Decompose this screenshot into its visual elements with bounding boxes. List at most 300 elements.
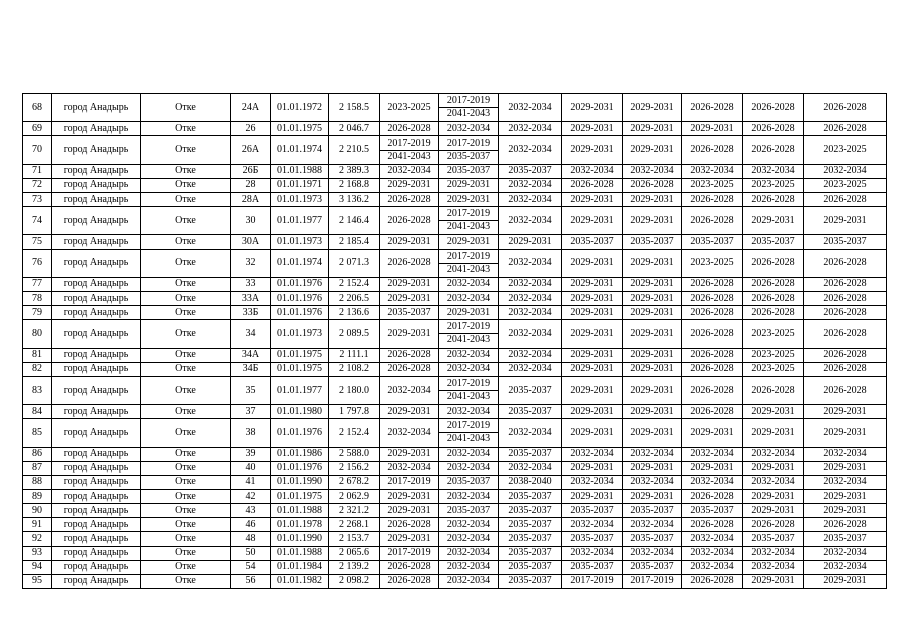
- city-cell: город Анадырь: [52, 94, 141, 122]
- commission-date-cell: 01.01.1986: [271, 447, 329, 461]
- table-row: [23, 207, 887, 235]
- period-cell: 2035-2037: [562, 532, 623, 546]
- period-cell: 2029-2031: [380, 292, 439, 306]
- area-cell: 2 046.7: [329, 122, 380, 136]
- area-cell: 1 797.8: [329, 405, 380, 419]
- period-cell: 2026-2028: [682, 518, 743, 532]
- period-cell: 2026-2028: [804, 292, 887, 306]
- period-cell: 2032-2034: [682, 546, 743, 560]
- row-number-cell: 82: [23, 362, 52, 376]
- row-number-cell: 94: [23, 560, 52, 574]
- period-cell: 2026-2028: [682, 348, 743, 362]
- area-cell: 2 098.2: [329, 574, 380, 588]
- period-cell: 2017-2019: [380, 475, 439, 489]
- period-cell: 2026-2028: [743, 94, 804, 122]
- period-part: 2017-2019: [446, 95, 491, 107]
- period-cell: 2029-2031: [623, 490, 682, 504]
- row-number-cell: 88: [23, 475, 52, 489]
- period-cell: 2032-2034: [439, 447, 499, 461]
- period-cell: 2035-2037: [499, 490, 562, 504]
- period-cell: 2035-2037: [804, 235, 887, 249]
- period-cell: [439, 136, 499, 164]
- area-cell: 2 146.4: [329, 207, 380, 235]
- period-cell: 2032-2034: [743, 475, 804, 489]
- row-number-cell: 69: [23, 122, 52, 136]
- street-cell: Отке: [141, 178, 231, 192]
- city-cell: город Анадырь: [52, 164, 141, 178]
- area-cell: 2 071.3: [329, 249, 380, 277]
- commission-date-cell: 01.01.1988: [271, 504, 329, 518]
- period-cell: 2029-2031: [623, 376, 682, 404]
- period-cell: 2029-2031: [743, 504, 804, 518]
- period-cell: 2035-2037: [623, 560, 682, 574]
- period-cell: 2029-2031: [743, 461, 804, 475]
- commission-date-cell: 01.01.1972: [271, 94, 329, 122]
- house-number-cell: 39: [231, 447, 271, 461]
- commission-date-cell: 01.01.1990: [271, 475, 329, 489]
- city-cell: город Анадырь: [52, 320, 141, 348]
- period-part: 2035-2037: [439, 150, 498, 163]
- street-cell: Отке: [141, 574, 231, 588]
- table-body: [23, 94, 887, 589]
- table-row: [23, 461, 887, 475]
- commission-date-cell: 01.01.1984: [271, 560, 329, 574]
- area-cell: 2 389.3: [329, 164, 380, 178]
- area-cell: 2 152.4: [329, 277, 380, 291]
- period-cell: 2026-2028: [743, 193, 804, 207]
- city-cell: город Анадырь: [52, 306, 141, 320]
- period-cell: 2029-2031: [804, 461, 887, 475]
- period-cell: 2032-2034: [439, 574, 499, 588]
- period-cell: 2029-2031: [623, 419, 682, 447]
- street-cell: Отке: [141, 249, 231, 277]
- city-cell: город Анадырь: [52, 376, 141, 404]
- area-cell: 2 185.4: [329, 235, 380, 249]
- period-cell: 2026-2028: [380, 122, 439, 136]
- area-cell: 2 153.7: [329, 532, 380, 546]
- commission-date-cell: 01.01.1973: [271, 235, 329, 249]
- period-cell: 2026-2028: [682, 405, 743, 419]
- street-cell: Отке: [141, 461, 231, 475]
- period-cell: 2032-2034: [804, 164, 887, 178]
- period-cell: 2032-2034: [562, 518, 623, 532]
- period-cell: 2029-2031: [562, 94, 623, 122]
- commission-date-cell: 01.01.1974: [271, 136, 329, 164]
- house-number-cell: 30: [231, 207, 271, 235]
- commission-date-cell: 01.01.1976: [271, 292, 329, 306]
- table-row: [23, 405, 887, 419]
- table-row: [23, 447, 887, 461]
- period-cell: 2029-2031: [804, 504, 887, 518]
- period-cell: 2035-2037: [682, 504, 743, 518]
- period-cell: 2032-2034: [499, 122, 562, 136]
- area-cell: 2 139.2: [329, 560, 380, 574]
- period-cell: 2029-2031: [623, 292, 682, 306]
- house-number-cell: 28А: [231, 193, 271, 207]
- table-row: [23, 306, 887, 320]
- period-cell: 2032-2034: [499, 94, 562, 122]
- period-cell: 2035-2037: [623, 235, 682, 249]
- period-cell: 2026-2028: [682, 362, 743, 376]
- period-cell: 2029-2031: [380, 532, 439, 546]
- table-row: [23, 419, 887, 447]
- house-number-cell: 37: [231, 405, 271, 419]
- period-cell: 2026-2028: [743, 249, 804, 277]
- period-cell: 2032-2034: [743, 546, 804, 560]
- street-cell: Отке: [141, 348, 231, 362]
- city-cell: город Анадырь: [52, 348, 141, 362]
- area-cell: 2 168.8: [329, 178, 380, 192]
- commission-date-cell: 01.01.1977: [271, 376, 329, 404]
- house-number-cell: 24А: [231, 94, 271, 122]
- period-cell: 2032-2034: [682, 532, 743, 546]
- period-cell: 2023-2025: [743, 178, 804, 192]
- commission-date-cell: 01.01.1980: [271, 405, 329, 419]
- period-cell: 2029-2031: [623, 277, 682, 291]
- city-cell: город Анадырь: [52, 490, 141, 504]
- street-cell: Отке: [141, 94, 231, 122]
- table-row: [23, 532, 887, 546]
- period-cell: 2029-2031: [439, 306, 499, 320]
- period-cell: 2029-2031: [562, 405, 623, 419]
- house-number-cell: 33Б: [231, 306, 271, 320]
- street-cell: Отке: [141, 532, 231, 546]
- period-cell: [439, 419, 499, 447]
- city-cell: город Анадырь: [52, 518, 141, 532]
- street-cell: Отке: [141, 122, 231, 136]
- period-cell: 2035-2037: [439, 475, 499, 489]
- period-part: 2041-2043: [439, 263, 498, 276]
- period-cell: 2029-2031: [623, 122, 682, 136]
- street-cell: Отке: [141, 292, 231, 306]
- period-cell: 2029-2031: [562, 419, 623, 447]
- street-cell: Отке: [141, 193, 231, 207]
- period-cell: 2035-2037: [743, 235, 804, 249]
- area-cell: 2 089.5: [329, 320, 380, 348]
- period-cell: 2029-2031: [623, 94, 682, 122]
- period-cell: 2026-2028: [743, 136, 804, 164]
- period-cell: 2029-2031: [380, 490, 439, 504]
- period-part: 2041-2043: [439, 333, 498, 346]
- house-number-cell: 54: [231, 560, 271, 574]
- period-part: 2041-2043: [380, 150, 438, 163]
- street-cell: Отке: [141, 376, 231, 404]
- period-cell: 2029-2031: [380, 504, 439, 518]
- period-cell: 2026-2028: [380, 193, 439, 207]
- table-row: [23, 94, 887, 122]
- period-cell: 2029-2031: [380, 235, 439, 249]
- house-number-cell: 35: [231, 376, 271, 404]
- table-row: [23, 235, 887, 249]
- city-cell: город Анадырь: [52, 475, 141, 489]
- period-cell: 2032-2034: [562, 447, 623, 461]
- period-cell: 2026-2028: [380, 518, 439, 532]
- period-cell: 2032-2034: [439, 405, 499, 419]
- period-cell: 2029-2031: [562, 207, 623, 235]
- period-cell: 2032-2034: [804, 447, 887, 461]
- period-cell: 2023-2025: [804, 178, 887, 192]
- period-cell: 2029-2031: [439, 193, 499, 207]
- city-cell: город Анадырь: [52, 136, 141, 164]
- period-cell: 2029-2031: [562, 320, 623, 348]
- period-cell: 2026-2028: [804, 249, 887, 277]
- period-cell: 2029-2031: [623, 249, 682, 277]
- period-part: 2041-2043: [439, 220, 498, 233]
- period-cell: 2035-2037: [499, 532, 562, 546]
- table-row: [23, 193, 887, 207]
- period-cell: 2023-2025: [743, 348, 804, 362]
- period-cell: 2026-2028: [743, 122, 804, 136]
- period-cell: 2032-2034: [380, 419, 439, 447]
- period-cell: 2029-2031: [380, 320, 439, 348]
- area-cell: 2 321.2: [329, 504, 380, 518]
- city-cell: город Анадырь: [52, 461, 141, 475]
- row-number-cell: 87: [23, 461, 52, 475]
- city-cell: город Анадырь: [52, 249, 141, 277]
- period-cell: 2029-2031: [562, 193, 623, 207]
- period-cell: 2029-2031: [804, 405, 887, 419]
- row-number-cell: 70: [23, 136, 52, 164]
- period-cell: 2038-2040: [499, 475, 562, 489]
- period-cell: 2032-2034: [439, 292, 499, 306]
- period-part: 2041-2043: [439, 390, 498, 403]
- period-cell: 2026-2028: [380, 207, 439, 235]
- commission-date-cell: 01.01.1988: [271, 164, 329, 178]
- period-cell: 2026-2028: [804, 193, 887, 207]
- period-cell: 2029-2031: [623, 348, 682, 362]
- period-cell: 2035-2037: [743, 532, 804, 546]
- city-cell: город Анадырь: [52, 405, 141, 419]
- area-cell: 2 111.1: [329, 348, 380, 362]
- period-cell: 2029-2031: [623, 461, 682, 475]
- house-number-cell: 32: [231, 249, 271, 277]
- period-cell: 2032-2034: [499, 362, 562, 376]
- period-cell: 2035-2037: [499, 560, 562, 574]
- period-cell: 2029-2031: [743, 419, 804, 447]
- period-cell: 2026-2028: [804, 518, 887, 532]
- row-number-cell: 93: [23, 546, 52, 560]
- period-cell: 2029-2031: [682, 419, 743, 447]
- street-cell: Отке: [141, 362, 231, 376]
- table-row: [23, 348, 887, 362]
- commission-date-cell: 01.01.1975: [271, 490, 329, 504]
- period-cell: [439, 376, 499, 404]
- commission-date-cell: 01.01.1975: [271, 362, 329, 376]
- period-cell: 2032-2034: [499, 277, 562, 291]
- period-cell: 2032-2034: [499, 419, 562, 447]
- period-cell: 2035-2037: [499, 376, 562, 404]
- table-row: [23, 122, 887, 136]
- period-cell: 2032-2034: [804, 475, 887, 489]
- row-number-cell: 76: [23, 249, 52, 277]
- period-cell: 2035-2037: [562, 560, 623, 574]
- city-cell: город Анадырь: [52, 292, 141, 306]
- period-cell: 2029-2031: [743, 207, 804, 235]
- period-part: 2017-2019: [446, 137, 491, 149]
- street-cell: Отке: [141, 405, 231, 419]
- period-cell: 2029-2031: [623, 136, 682, 164]
- period-cell: 2026-2028: [623, 178, 682, 192]
- period-cell: 2032-2034: [682, 164, 743, 178]
- street-cell: Отке: [141, 546, 231, 560]
- area-cell: 3 136.2: [329, 193, 380, 207]
- period-cell: [439, 320, 499, 348]
- row-number-cell: 90: [23, 504, 52, 518]
- period-cell: 2035-2037: [623, 504, 682, 518]
- row-number-cell: 74: [23, 207, 52, 235]
- street-cell: Отке: [141, 136, 231, 164]
- period-cell: 2026-2028: [804, 122, 887, 136]
- period-cell: 2017-2019: [623, 574, 682, 588]
- period-cell: 2026-2028: [380, 560, 439, 574]
- period-cell: 2023-2025: [682, 178, 743, 192]
- period-part: 2017-2019: [446, 420, 491, 432]
- area-cell: 2 268.1: [329, 518, 380, 532]
- period-cell: 2032-2034: [562, 475, 623, 489]
- row-number-cell: 77: [23, 277, 52, 291]
- period-cell: [380, 136, 439, 164]
- period-part: 2017-2019: [387, 137, 431, 149]
- period-cell: 2032-2034: [380, 164, 439, 178]
- period-cell: 2029-2031: [562, 277, 623, 291]
- period-cell: 2032-2034: [562, 164, 623, 178]
- house-number-cell: 40: [231, 461, 271, 475]
- commission-date-cell: 01.01.1978: [271, 518, 329, 532]
- period-part: 2041-2043: [439, 107, 498, 120]
- row-number-cell: 68: [23, 94, 52, 122]
- house-number-cell: 43: [231, 504, 271, 518]
- period-cell: 2029-2031: [380, 405, 439, 419]
- period-cell: 2026-2028: [743, 376, 804, 404]
- street-cell: Отке: [141, 447, 231, 461]
- house-number-cell: 41: [231, 475, 271, 489]
- period-cell: 2032-2034: [499, 207, 562, 235]
- house-number-cell: 42: [231, 490, 271, 504]
- city-cell: город Анадырь: [52, 122, 141, 136]
- house-number-cell: 34А: [231, 348, 271, 362]
- area-cell: 2 156.2: [329, 461, 380, 475]
- period-cell: 2029-2031: [380, 178, 439, 192]
- street-cell: Отке: [141, 490, 231, 504]
- period-cell: 2035-2037: [439, 504, 499, 518]
- row-number-cell: 79: [23, 306, 52, 320]
- period-cell: 2026-2028: [743, 306, 804, 320]
- period-cell: 2032-2034: [623, 447, 682, 461]
- period-cell: 2026-2028: [562, 178, 623, 192]
- row-number-cell: 95: [23, 574, 52, 588]
- area-cell: 2 062.9: [329, 490, 380, 504]
- period-cell: 2035-2037: [499, 164, 562, 178]
- table-row: [23, 504, 887, 518]
- house-number-cell: 50: [231, 546, 271, 560]
- table-row: [23, 490, 887, 504]
- period-cell: 2032-2034: [499, 193, 562, 207]
- row-number-cell: 73: [23, 193, 52, 207]
- city-cell: город Анадырь: [52, 574, 141, 588]
- city-cell: город Анадырь: [52, 178, 141, 192]
- commission-date-cell: 01.01.1976: [271, 277, 329, 291]
- area-cell: 2 158.5: [329, 94, 380, 122]
- period-cell: 2035-2037: [499, 518, 562, 532]
- area-cell: 2 588.0: [329, 447, 380, 461]
- period-cell: 2032-2034: [499, 136, 562, 164]
- period-cell: 2032-2034: [380, 376, 439, 404]
- row-number-cell: 92: [23, 532, 52, 546]
- period-cell: 2029-2031: [562, 362, 623, 376]
- area-cell: 2 210.5: [329, 136, 380, 164]
- period-cell: 2035-2037: [499, 574, 562, 588]
- house-number-cell: 33: [231, 277, 271, 291]
- row-number-cell: 89: [23, 490, 52, 504]
- row-number-cell: 78: [23, 292, 52, 306]
- area-cell: 2 206.5: [329, 292, 380, 306]
- area-cell: 2 065.6: [329, 546, 380, 560]
- period-cell: 2029-2031: [743, 490, 804, 504]
- house-number-cell: 56: [231, 574, 271, 588]
- period-cell: 2032-2034: [743, 447, 804, 461]
- period-cell: 2023-2025: [743, 320, 804, 348]
- period-cell: 2032-2034: [439, 348, 499, 362]
- table-row: [23, 574, 887, 588]
- commission-date-cell: 01.01.1975: [271, 348, 329, 362]
- street-cell: Отке: [141, 277, 231, 291]
- period-cell: 2029-2031: [562, 292, 623, 306]
- street-cell: Отке: [141, 504, 231, 518]
- row-number-cell: 72: [23, 178, 52, 192]
- period-cell: 2026-2028: [682, 574, 743, 588]
- house-number-cell: 46: [231, 518, 271, 532]
- row-number-cell: 85: [23, 419, 52, 447]
- table-row: [23, 376, 887, 404]
- period-cell: 2032-2034: [439, 461, 499, 475]
- table-row: [23, 546, 887, 560]
- city-cell: город Анадырь: [52, 193, 141, 207]
- city-cell: город Анадырь: [52, 504, 141, 518]
- period-cell: 2026-2028: [380, 249, 439, 277]
- period-cell: 2029-2031: [623, 207, 682, 235]
- period-cell: 2023-2025: [380, 94, 439, 122]
- period-cell: 2026-2028: [804, 376, 887, 404]
- row-number-cell: 80: [23, 320, 52, 348]
- table-row: [23, 475, 887, 489]
- period-cell: 2026-2028: [682, 490, 743, 504]
- row-number-cell: 71: [23, 164, 52, 178]
- commission-date-cell: 01.01.1977: [271, 207, 329, 235]
- house-number-cell: 34: [231, 320, 271, 348]
- row-number-cell: 81: [23, 348, 52, 362]
- period-cell: 2029-2031: [682, 122, 743, 136]
- house-number-cell: 38: [231, 419, 271, 447]
- period-cell: 2029-2031: [562, 461, 623, 475]
- period-cell: 2029-2031: [623, 320, 682, 348]
- area-cell: 2 180.0: [329, 376, 380, 404]
- table-row: [23, 320, 887, 348]
- period-cell: 2029-2031: [499, 235, 562, 249]
- period-cell: 2029-2031: [804, 574, 887, 588]
- period-cell: 2029-2031: [562, 136, 623, 164]
- period-cell: 2032-2034: [499, 249, 562, 277]
- period-part: 2017-2019: [446, 208, 491, 220]
- period-cell: 2032-2034: [439, 546, 499, 560]
- period-cell: 2017-2019: [562, 574, 623, 588]
- commission-date-cell: 01.01.1971: [271, 178, 329, 192]
- period-cell: 2032-2034: [499, 348, 562, 362]
- period-cell: 2035-2037: [562, 235, 623, 249]
- period-cell: 2029-2031: [562, 249, 623, 277]
- table-row: [23, 178, 887, 192]
- area-cell: 2 678.2: [329, 475, 380, 489]
- city-cell: город Анадырь: [52, 532, 141, 546]
